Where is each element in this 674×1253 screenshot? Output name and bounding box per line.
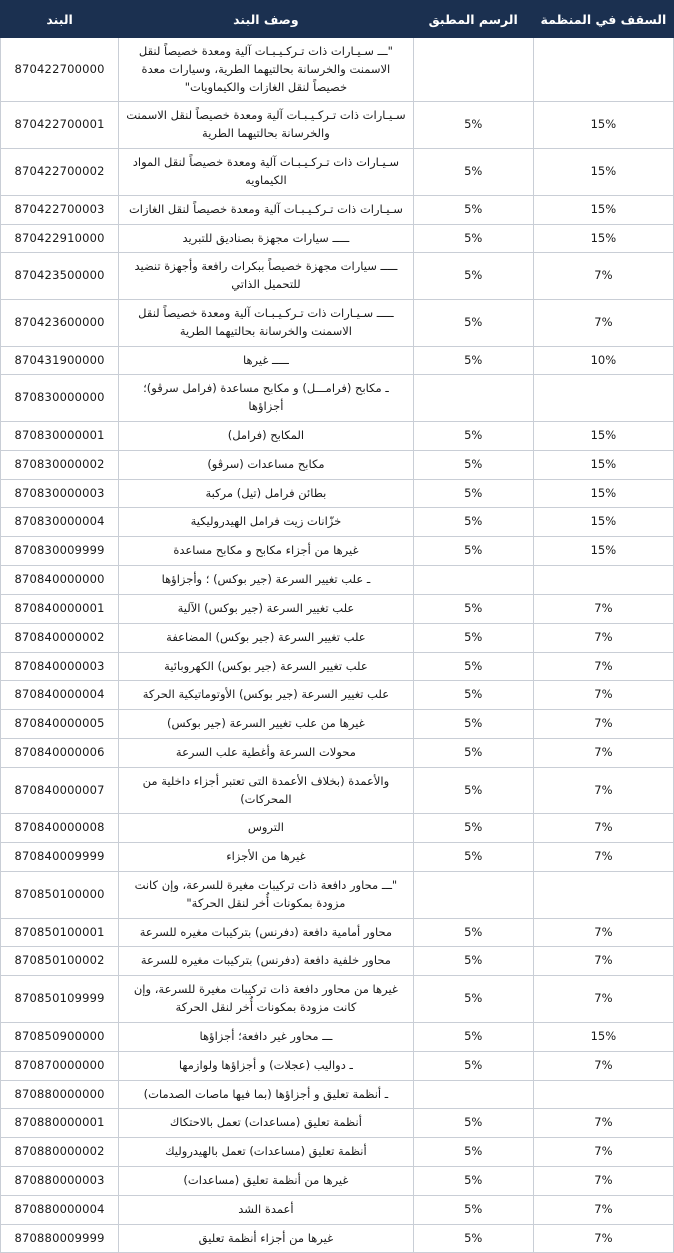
table-row	[1, 1195, 674, 1224]
cell-duty: 5%	[413, 1224, 533, 1253]
table-row	[1, 253, 674, 300]
cell-description: أنظمة تعليق (مساعدات) تعمل بالاحتكاك	[119, 1109, 413, 1138]
cell-code: 870830000000	[1, 375, 119, 422]
cell-ceiling: 15%	[533, 195, 673, 224]
table-row	[1, 1022, 674, 1051]
cell-duty: 5%	[413, 1022, 533, 1051]
cell-duty: 5%	[413, 422, 533, 451]
cell-description: والأعمدة (بخلاف الأعمدة التى تعتبر أجزاء داخلية من المحركات)	[119, 767, 413, 814]
cell-duty: 5%	[413, 976, 533, 1023]
cell-duty: 5%	[413, 681, 533, 710]
cell-ceiling	[533, 872, 673, 919]
cell-description: غيرها من محاور دافعة ذات تركيبات مغيرة للسرعة، وإن كانت مزودة بمكونات أُخر لنقل الحركة	[119, 976, 413, 1023]
table-row	[1, 508, 674, 537]
cell-duty: 5%	[413, 623, 533, 652]
table-row	[1, 623, 674, 652]
cell-ceiling: 7%	[533, 1195, 673, 1224]
cell-code: 870840000008	[1, 814, 119, 843]
cell-duty: 5%	[413, 346, 533, 375]
table-row	[1, 872, 674, 919]
table-header	[1, 1, 674, 38]
cell-duty: 5%	[413, 508, 533, 537]
cell-ceiling: 7%	[533, 947, 673, 976]
cell-code: 870880000003	[1, 1166, 119, 1195]
cell-code: 870840000002	[1, 623, 119, 652]
cell-code: 870422910000	[1, 224, 119, 253]
cell-ceiling: 15%	[533, 537, 673, 566]
cell-duty: 5%	[413, 537, 533, 566]
table-row	[1, 375, 674, 422]
cell-ceiling: 7%	[533, 1224, 673, 1253]
cell-description: أعمدة الشد	[119, 1195, 413, 1224]
cell-ceiling: 15%	[533, 1022, 673, 1051]
cell-ceiling: 7%	[533, 253, 673, 300]
cell-description: ـ مكابح (فرامـــل) و مكابح مساعدة (فرامل سرڤو)؛ أجزاؤها	[119, 375, 413, 422]
table-row	[1, 594, 674, 623]
cell-ceiling: 7%	[533, 738, 673, 767]
table-row	[1, 1109, 674, 1138]
cell-code: 870850109999	[1, 976, 119, 1023]
cell-ceiling	[533, 1080, 673, 1109]
cell-duty: 5%	[413, 767, 533, 814]
cell-description: "ـــ سـيـارات ذات تـركـيـبـات آلية ومعدة خصيصاً لنقل الاسمنت والخرسانة بحالتيهما الطرية، وسيارات معدة خصيصاً لنقل الغازات والكيماويات"	[119, 38, 413, 102]
cell-description: ـــــ غيرها	[119, 346, 413, 375]
cell-duty: 5%	[413, 299, 533, 346]
table-row	[1, 566, 674, 595]
cell-ceiling: 7%	[533, 1166, 673, 1195]
cell-duty: 5%	[413, 814, 533, 843]
cell-description: غيرها من الأجزاء	[119, 843, 413, 872]
cell-ceiling: 7%	[533, 767, 673, 814]
table-row	[1, 710, 674, 739]
cell-duty: 5%	[413, 1109, 533, 1138]
cell-duty	[413, 566, 533, 595]
cell-description: محاور خلفية دافعة (دفرنس) بتركيبات مغيره للسرعة	[119, 947, 413, 976]
cell-ceiling	[533, 566, 673, 595]
cell-ceiling: 7%	[533, 652, 673, 681]
table-row	[1, 1224, 674, 1253]
cell-description: أنظمة تعليق (مساعدات) تعمل بالهيدروليك	[119, 1138, 413, 1167]
cell-duty	[413, 1080, 533, 1109]
cell-ceiling: 7%	[533, 814, 673, 843]
cell-code: 870830000001	[1, 422, 119, 451]
cell-ceiling: 7%	[533, 623, 673, 652]
cell-duty: 5%	[413, 149, 533, 196]
cell-duty: 5%	[413, 102, 533, 149]
cell-code: 870880000004	[1, 1195, 119, 1224]
cell-ceiling: 7%	[533, 299, 673, 346]
cell-code: 870850100000	[1, 872, 119, 919]
table-row	[1, 102, 674, 149]
table-row	[1, 976, 674, 1023]
cell-code: 870840000004	[1, 681, 119, 710]
table-header-row	[1, 1, 674, 38]
cell-code: 870840000005	[1, 710, 119, 739]
table-row	[1, 918, 674, 947]
cell-duty: 5%	[413, 479, 533, 508]
cell-code: 870850100001	[1, 918, 119, 947]
cell-description: محاور أمامية دافعة (دفرنس) بتركيبات مغيره للسرعة	[119, 918, 413, 947]
cell-duty: 5%	[413, 947, 533, 976]
cell-code: 870880009999	[1, 1224, 119, 1253]
cell-ceiling: 10%	[533, 346, 673, 375]
table-row	[1, 450, 674, 479]
table-row	[1, 1166, 674, 1195]
cell-code: 870422700002	[1, 149, 119, 196]
cell-code: 870840000000	[1, 566, 119, 595]
table-row	[1, 224, 674, 253]
table-row	[1, 652, 674, 681]
cell-description: غيرها من أجزاء أنظمة تعليق	[119, 1224, 413, 1253]
cell-code: 870830000004	[1, 508, 119, 537]
table-row	[1, 422, 674, 451]
cell-duty	[413, 872, 533, 919]
cell-ceiling: 15%	[533, 479, 673, 508]
cell-ceiling: 15%	[533, 149, 673, 196]
cell-description: ـ علب تغيير السرعة (جير بوكس) ؛ وأجزاؤها	[119, 566, 413, 595]
cell-ceiling: 7%	[533, 594, 673, 623]
cell-ceiling: 7%	[533, 1109, 673, 1138]
table-row	[1, 38, 674, 102]
cell-duty: 5%	[413, 918, 533, 947]
cell-code: 870830009999	[1, 537, 119, 566]
table-row	[1, 947, 674, 976]
cell-description: بطائن فرامل (تيل) مركبة	[119, 479, 413, 508]
cell-duty: 5%	[413, 450, 533, 479]
cell-description: "ـــ محاور دافعة ذات تركيبات مغيرة للسرعة، وإن كانت مزودة بمكونات أُخر لنقل الحركة"	[119, 872, 413, 919]
cell-duty: 5%	[413, 1166, 533, 1195]
cell-description: علب تغيير السرعة (جير بوكس) الآلية	[119, 594, 413, 623]
cell-code: 870422700000	[1, 38, 119, 102]
cell-duty: 5%	[413, 253, 533, 300]
table-row	[1, 843, 674, 872]
cell-code: 870880000000	[1, 1080, 119, 1109]
cell-code: 870840000006	[1, 738, 119, 767]
cell-description: ـ دواليب (عجلات) و أجزاؤها ولوازمها	[119, 1051, 413, 1080]
cell-ceiling: 15%	[533, 224, 673, 253]
cell-duty: 5%	[413, 594, 533, 623]
cell-ceiling: 15%	[533, 450, 673, 479]
cell-description: التروس	[119, 814, 413, 843]
table-row	[1, 1138, 674, 1167]
cell-code: 870880000001	[1, 1109, 119, 1138]
cell-code: 870850900000	[1, 1022, 119, 1051]
cell-duty: 5%	[413, 1195, 533, 1224]
table-row	[1, 767, 674, 814]
cell-description: ـــ محاور غير دافعة؛ أجزاؤها	[119, 1022, 413, 1051]
cell-ceiling: 7%	[533, 710, 673, 739]
cell-duty: 5%	[413, 652, 533, 681]
table-row	[1, 299, 674, 346]
cell-duty: 5%	[413, 710, 533, 739]
cell-code: 870830000002	[1, 450, 119, 479]
cell-code: 870830000003	[1, 479, 119, 508]
cell-ceiling: 7%	[533, 976, 673, 1023]
cell-description: سـيـارات ذات تـركـيـبـات آلية ومعدة خصيصاً لنقل الغازات	[119, 195, 413, 224]
cell-duty	[413, 375, 533, 422]
cell-description: سـيـارات ذات تـركـيـبـات آلية ومعدة خصيصاً لنقل الاسمنت والخرسانة بحالتيهما الطرية	[119, 102, 413, 149]
table-row	[1, 738, 674, 767]
cell-code: 870840000007	[1, 767, 119, 814]
table-row	[1, 681, 674, 710]
cell-description: المكابح (فرامل)	[119, 422, 413, 451]
table-row	[1, 195, 674, 224]
cell-duty: 5%	[413, 195, 533, 224]
cell-ceiling: 7%	[533, 681, 673, 710]
cell-duty: 5%	[413, 224, 533, 253]
cell-code: 870840000001	[1, 594, 119, 623]
cell-description: سـيـارات ذات تـركـيـبـات آلية ومعدة خصيصاً لنقل المواد الكيماويه	[119, 149, 413, 196]
cell-ceiling: 15%	[533, 102, 673, 149]
cell-description: ـ أنظمة تعليق و أجزاؤها (بما فيها ماصات الصدمات)	[119, 1080, 413, 1109]
table-row	[1, 479, 674, 508]
cell-description: ـــــ سيارات مجهزة بصناديق للتبريد	[119, 224, 413, 253]
cell-description: علب تغيير السرعة (جير بوكس) المضاعفة	[119, 623, 413, 652]
cell-ceiling: 15%	[533, 422, 673, 451]
cell-description: ـــــ سيارات مجهزة خصيصاً ببكرات رافعة وأجهزة تنضيد للتحميل الذاتي	[119, 253, 413, 300]
cell-code: 870850100002	[1, 947, 119, 976]
cell-ceiling	[533, 375, 673, 422]
cell-description: ـــــ سـيـارات ذات تـركـيـبـات آلية ومعدة خصيصاً لنقل الاسمنت والخرسانة بحالتيهما الطرية	[119, 299, 413, 346]
cell-duty: 5%	[413, 1051, 533, 1080]
column-header-description: وصف البند	[119, 1, 413, 38]
cell-code: 870870000000	[1, 1051, 119, 1080]
cell-description: محولات السرعة وأغطية علب السرعة	[119, 738, 413, 767]
cell-code: 870880000002	[1, 1138, 119, 1167]
cell-code: 870431900000	[1, 346, 119, 375]
table-row	[1, 1051, 674, 1080]
cell-ceiling: 7%	[533, 918, 673, 947]
cell-code: 870840009999	[1, 843, 119, 872]
cell-description: مكابح مساعدات (سرڤو)	[119, 450, 413, 479]
table-body	[1, 38, 674, 1253]
table-row	[1, 537, 674, 566]
cell-code: 870422700003	[1, 195, 119, 224]
cell-description: غيرها من أنظمة تعليق (مساعدات)	[119, 1166, 413, 1195]
cell-description: خزّانات زيت فرامل الهيدروليكية	[119, 508, 413, 537]
cell-ceiling: 7%	[533, 1051, 673, 1080]
column-header-ceiling: السقف في المنظمة	[533, 1, 673, 38]
cell-code: 870840000003	[1, 652, 119, 681]
cell-ceiling: 7%	[533, 1138, 673, 1167]
cell-description: غيرها من علب تغيير السرعة (جير بوكس)	[119, 710, 413, 739]
table-row	[1, 149, 674, 196]
cell-description: علب تغيير السرعة (جير بوكس) الأوتوماتيكية الحركة	[119, 681, 413, 710]
cell-duty: 5%	[413, 738, 533, 767]
cell-description: غيرها من أجزاء مكابح و مكابح مساعدة	[119, 537, 413, 566]
cell-code: 870423600000	[1, 299, 119, 346]
cell-duty	[413, 38, 533, 102]
table-row	[1, 814, 674, 843]
cell-duty: 5%	[413, 843, 533, 872]
cell-code: 870423500000	[1, 253, 119, 300]
cell-code: 870422700001	[1, 102, 119, 149]
cell-ceiling: 7%	[533, 843, 673, 872]
cell-ceiling	[533, 38, 673, 102]
table-row	[1, 346, 674, 375]
column-header-duty: الرسم المطبق	[413, 1, 533, 38]
cell-description: علب تغيير السرعة (جير بوكس) الكهروبائية	[119, 652, 413, 681]
cell-ceiling: 15%	[533, 508, 673, 537]
cell-duty: 5%	[413, 1138, 533, 1167]
column-header-code: البند	[1, 1, 119, 38]
table-row	[1, 1080, 674, 1109]
